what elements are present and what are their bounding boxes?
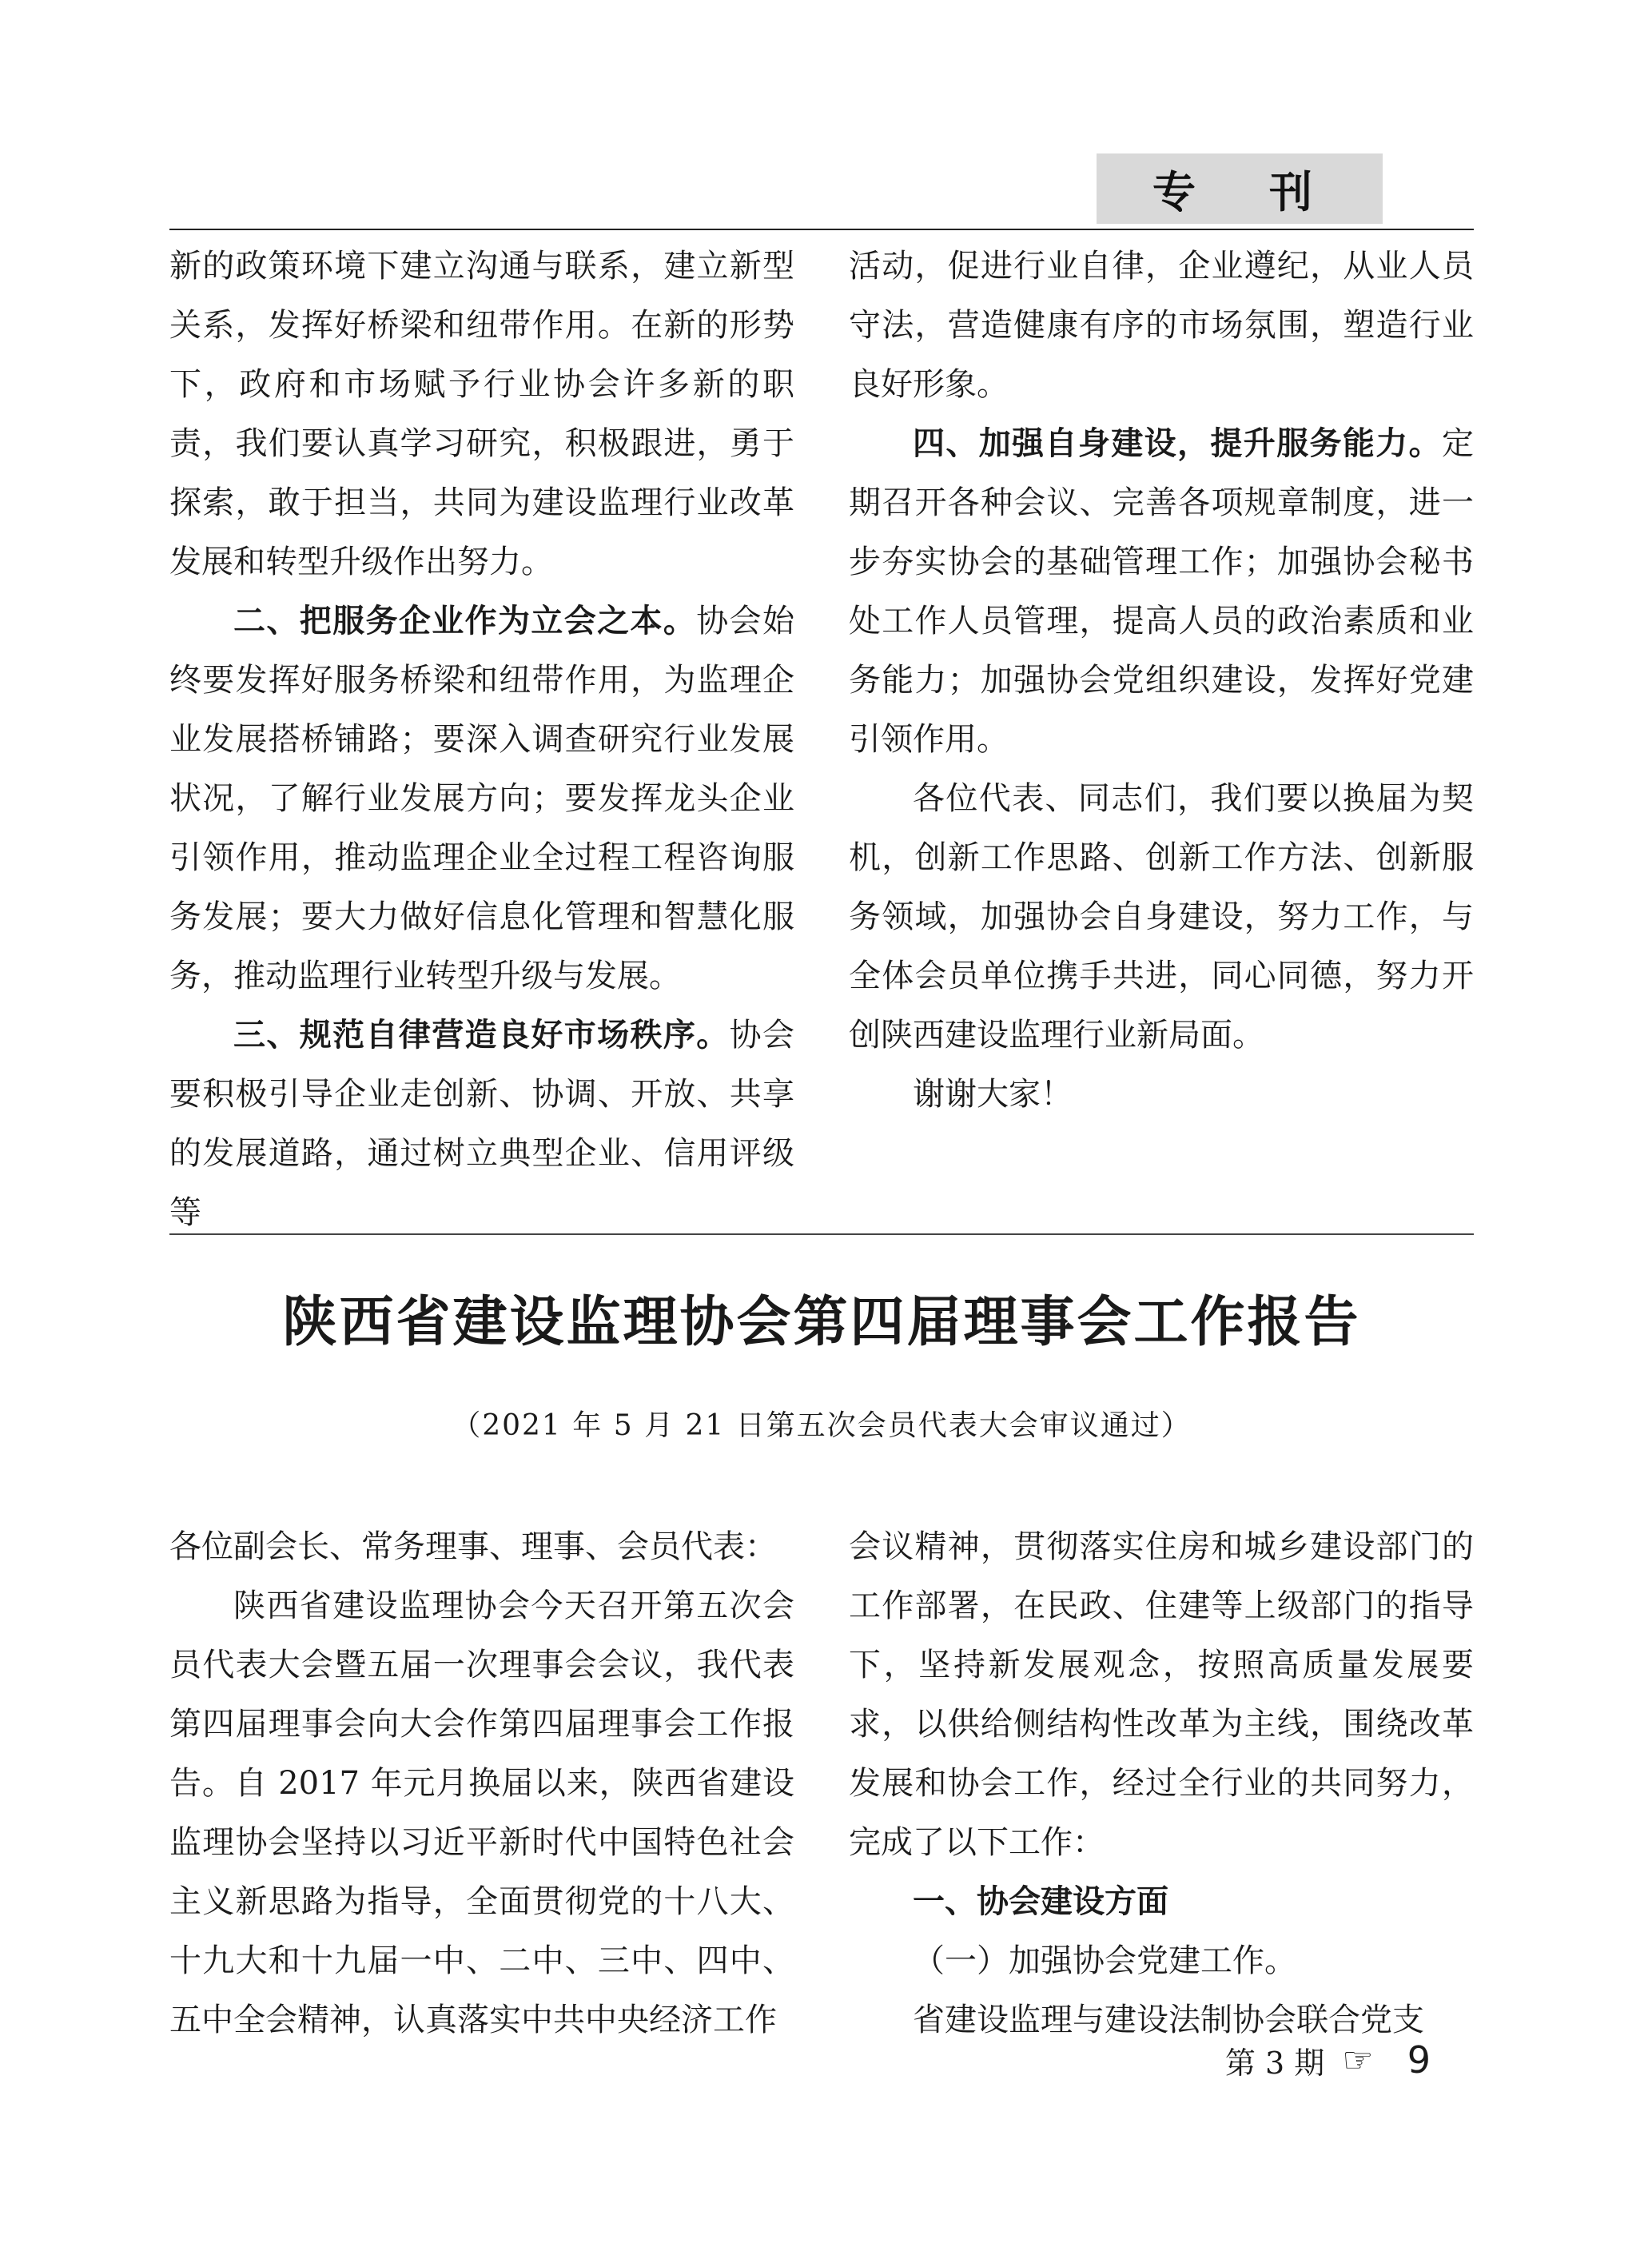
header-rule xyxy=(169,229,1474,230)
paragraph xyxy=(849,414,1474,769)
section-tab-right-char: 刊 xyxy=(1269,166,1312,217)
salutation: 各位副会长、常务理事、理事、会员代表： xyxy=(169,1528,777,1565)
page-footer xyxy=(1167,2032,1431,2088)
paragraph-heading: 四、加强自身建设，提升服务能力。 xyxy=(913,425,1442,462)
article-column-right xyxy=(849,1517,1474,2050)
paragraph xyxy=(169,1006,794,1242)
page-number: 9 xyxy=(1407,2038,1431,2082)
paragraph xyxy=(169,592,794,1006)
section-divider xyxy=(169,1233,1474,1235)
section-tab xyxy=(1097,153,1383,224)
closing-line: 谢谢大家！ xyxy=(913,1076,1073,1113)
top-column-right xyxy=(849,237,1474,1124)
subsection-heading: （一）加强协会党建工作。 xyxy=(913,1942,1296,1979)
article-title: 陕西省建设监理协会第四届理事会工作报告 xyxy=(282,1290,1361,1354)
paragraph-body: 协会始终要发挥好服务桥梁和纽带作用，为监理企业发展搭桥铺路；要深入调查研究行业发展状况，了解行业发展方向；要发挥龙头企业引领作用，推动监理企业全过程工程咨询服务发展；要大力做好信息化管理和智慧化服务，推动监理行业转型升级与发展。 xyxy=(169,603,794,994)
paragraph: 陕西省建设监理协会今天召开第五次会员代表大会暨五届一次理事会会议，我代表第四届理事会向大会作第四届理事会工作报告。自 2017 年元月换届以来，陕西省建设监理协会坚持以习近平新时代中国特色社会主义新思路为指导，全面贯彻党的十八大、十九大和十九届一中、二中、三中、四中、五中全会精神，认真落实中共中央经济工作 xyxy=(169,1588,794,2038)
pointing-hand-icon: ☞ xyxy=(1342,2039,1374,2081)
paragraph: 会议精神，贯彻落实住房和城乡建设部门的工作部署，在民政、住建等上级部门的指导下，坚持新发展观念，按照高质量发展要求，以供给侧结构性改革为主线，围绕改革发展和协会工作，经过全行业的共同努力，完成了以下工作： xyxy=(849,1528,1474,1861)
paragraph: 活动，促进行业自律，企业遵纪，从业人员守法，营造健康有序的市场氛围，塑造行业良好形象。 xyxy=(849,248,1474,403)
paragraph-heading: 二、把服务企业作为立会之本。 xyxy=(233,603,697,639)
section-tab-left-char: 专 xyxy=(1152,166,1196,217)
paragraph: 各位代表、同志们，我们要以换届为契机，创新工作思路、创新工作方法、创新服务领域，加强协会自身建设，努力工作，与全体会员单位携手共进，同心同德，努力开创陕西建设监理行业新局面。 xyxy=(849,780,1474,1054)
paragraph: 省建设监理与建设法制协会联合党支 xyxy=(913,2002,1424,2038)
top-column-left xyxy=(169,237,794,1242)
section-heading: 一、协会建设方面 xyxy=(913,1883,1168,1920)
article-subtitle: （2021 年 5 月 21 日第五次会员代表大会审议通过） xyxy=(452,1409,1192,1442)
paragraph: 新的政策环境下建立沟通与联系，建立新型关系，发挥好桥梁和纽带作用。在新的形势下，政府和市场赋予行业协会许多新的职责，我们要认真学习研究，积极跟进，勇于探索，敢于担当，共同为建设监理行业改革发展和转型升级作出努力。 xyxy=(169,248,794,580)
paragraph-body: 协会要积极引导企业走创新、协调、开放、共享的发展道路，通过树立典型企业、信用评级等 xyxy=(169,1017,794,1231)
issue-label: 第 3 期 xyxy=(1224,2045,1325,2081)
paragraph-heading: 三、规范自律营造良好市场秩序。 xyxy=(233,1017,730,1054)
paragraph-body: 定期召开各种会议、完善各项规章制度，进一步夯实协会的基础管理工作；加强协会秘书处工作人员管理，提高人员的政治素质和业务能力；加强协会党组织建设，发挥好党建引领作用。 xyxy=(849,425,1474,758)
article-column-left xyxy=(169,1517,794,2050)
